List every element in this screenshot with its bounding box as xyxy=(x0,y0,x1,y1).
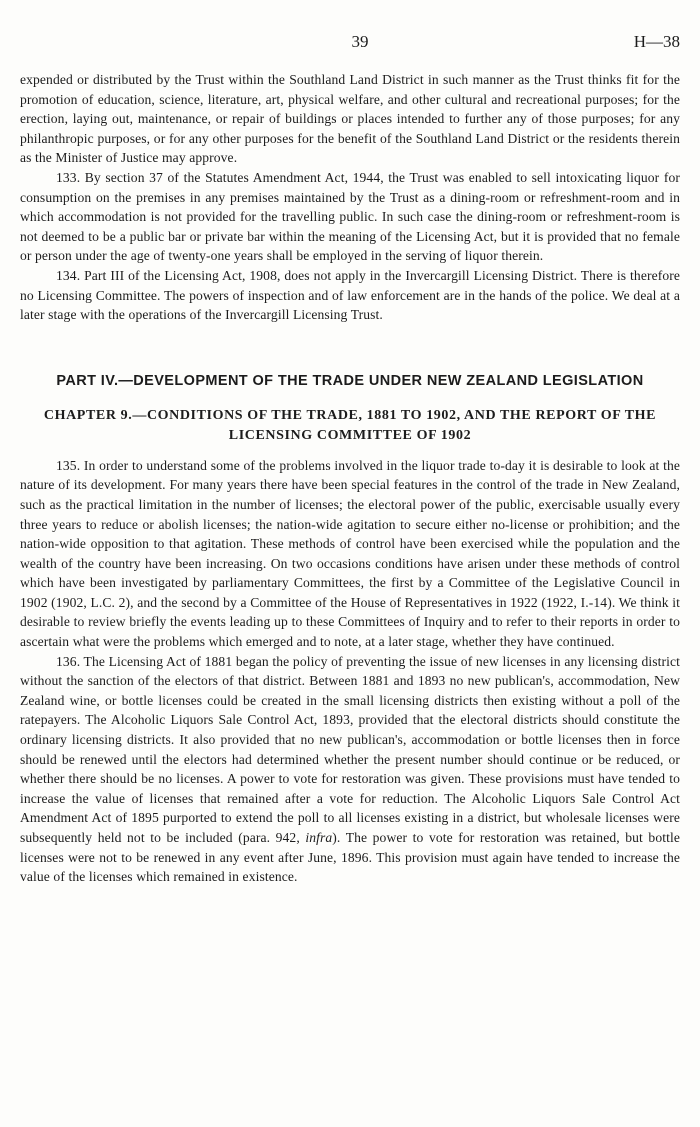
chapter-heading: CHAPTER 9.—CONDITIONS OF THE TRADE, 1881 TO 1902, AND THE REPORT OF THE LICENSING COMMITTEE OF 1902 xyxy=(43,407,657,443)
paragraph-135: 135. In order to understand some of the problems involved in the liquor trade to-day it is desirable to look at the nature of its development. For many years there have been special features in the control of the trade in New Zealand, such as the practical limitation in the number of licenses; the electoral power of the public, exercisable usually every three years to reduce or abolish licenses; the nation-wide agitation to secure either no-license or prohibition; and the nation-wide opposition to that agitation. These methods of control have been exercised while the population and the wealth of the country have been increasing. On two occasions conditions have arisen under these methods of control which have been investigated by parliamentary Committees, the first by a Committee of the Legislative Council in 1902 (1902, L.C. 2), and the second by a Committee of the House of Representatives in 1922 (1922, I.-14). We think it desirable to review briefly the events leading up to these Committees of Inquiry and to refer to their reports in order to ascertain what were the problems which emerged and to note, at a later stage, whether they have continued. xyxy=(20,457,680,650)
part-heading: PART IV.—DEVELOPMENT OF THE TRADE UNDER NEW ZEALAND LEGISLATION xyxy=(56,372,644,389)
document-reference: H—38 xyxy=(633,32,680,51)
page-header xyxy=(40,32,680,54)
paragraph-134: 134. Part III of the Licensing Act, 1908, does not apply in the Invercargill Licensing District. There is therefore no Licensing Committee. The powers of inspection and of law enforcement are in the hands of the police. We deal at a later stage with the operations of the Invercargill Licensing Trust. xyxy=(20,267,680,323)
page-number: 39 xyxy=(351,32,369,51)
paragraph-133: 133. By section 37 of the Statutes Amendment Act, 1944, the Trust was enabled to sell intoxicating liquor for consumption on the premises in any premises maintained by the Trust as a dining-room or refreshment-room and in which accommodation is not provided for the travelling public. In such case the dining-room or refreshment-room is not deemed to be a public bar or private bar within the meaning of the Licensing Act, but it is provided that no female or person under the age of twenty-one years shall be employed in the serving of liquor therein. xyxy=(20,169,680,264)
page-body xyxy=(20,70,680,887)
paragraph-136 xyxy=(20,652,680,887)
paragraph-136-text-end: ). The power to vote for restoration was retained, but bottle licenses were not to be renewed in any event after June, 1896. This provision must again have tended to increase the value of the licenses which remained in existence. xyxy=(20,830,680,885)
italic-reference: infra xyxy=(305,830,333,845)
paragraph-136-text: 136. The Licensing Act of 1881 began the policy of preventing the issue of new licenses in any licensing district without the sanction of the electors of that district. Between 1881 and 1893 no new publican's, accommodation, New Zealand wine, or bottle licenses could be created in the small licensing districts then existing without a poll of the ratepayers. The Alcoholic Liquors Sale Control Act, 1893, provided that the electoral districts should constitute the ordinary licensing districts. It also provided that no new publican's, accommodation or bottle licenses then in force should be renewed until the electors had determined whether the present number should continue or be reduced, or whether there should be no licenses. A power to vote for restoration was given. These provisions must have tended to increase the value of licenses that remained after a vote for reduction. The Alcoholic Liquors Sale Control Act Amendment Act of 1895 purported to extend the poll to all licenses existing in a district, but wholesale licenses were subsequently held not to be included (para. 942, xyxy=(20,653,680,845)
paragraph-continuation: expended or distributed by the Trust within the Southland Land District in such manner as the Trust thinks fit for the promotion of education, science, literature, art, physical welfare, and other cultural and recreational purposes; for the erection, laying out, maintenance, or repair of buildings or places intended to further any of those purposes; for any philanthropic purposes, or for any other purposes for the benefit of the Southland Land District or the residents therein as the Minister of Justice may approve. xyxy=(20,72,680,166)
